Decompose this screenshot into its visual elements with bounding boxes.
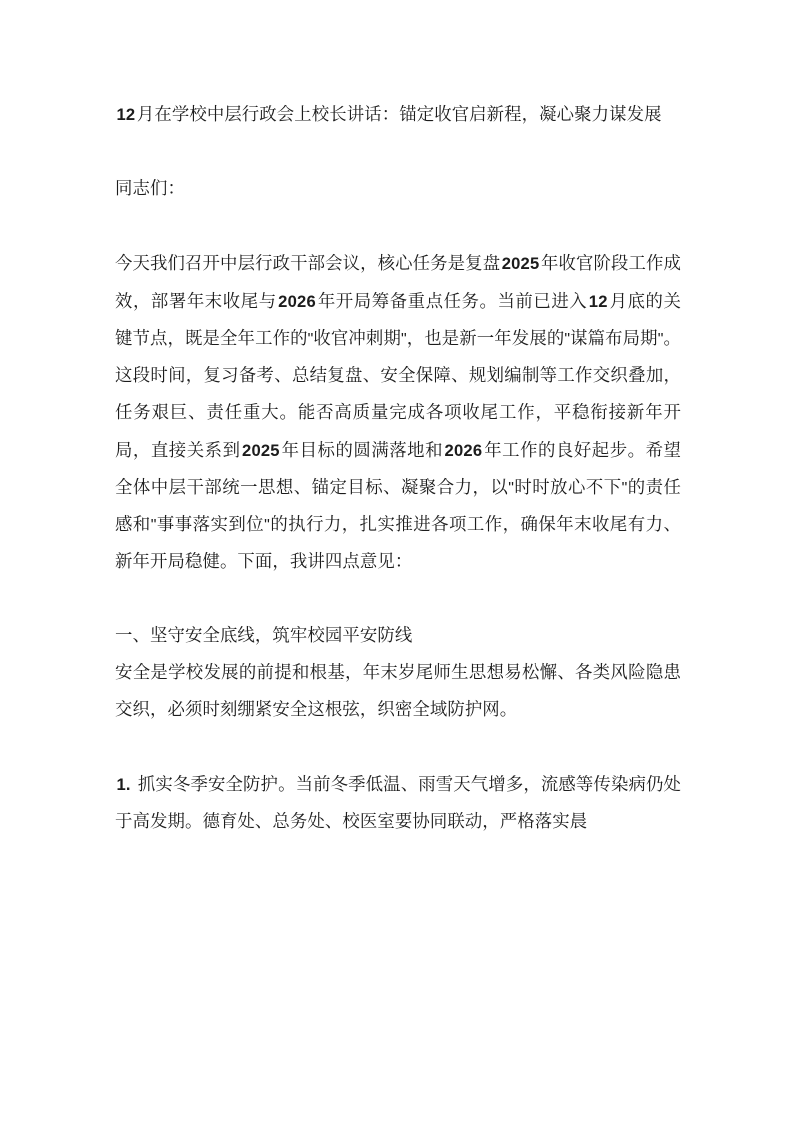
title-month-number: 12 bbox=[116, 105, 136, 124]
year-2025-first: 2025 bbox=[501, 254, 540, 273]
year-2026-second: 2026 bbox=[444, 441, 483, 460]
document-title: 12月在学校中层行政会上校长讲话：锚定收官启新程，凝心聚力谋发展 bbox=[116, 105, 662, 125]
item-number-1: 1. bbox=[116, 775, 131, 794]
spacer-after-title bbox=[115, 134, 681, 171]
month-12: 12 bbox=[588, 292, 608, 311]
intro-paragraph: 今天我们召开中层行政干部会议，核心任务是复盘2025年收官阶段工作成效，部署年末收尾与2026年开局筹备重点任务。当前已进入12月底的关键节点，既是全年工作的"收官冲刺期"，也是新一年发展的"谋篇布局期"。这段时间，复习备考、总结复盘、安全保障、规划编制等工作交织叠加，任务艰巨、责任重大。能否高质量完成各项收尾工作，平稳衔接新年开局，直接关系到2025年目标的圆满落地和2026年工作的良好起步。希望全体中层干部统一思想、锚定目标、凝聚合力，以"时时放心不下"的责任感和"事事落实到位"的执行力，扎实推进各项工作，确保年末收尾有力、新年开局稳健。下面，我讲四点意见： bbox=[115, 254, 681, 572]
spacer-after-section-one bbox=[115, 729, 681, 766]
spacer-after-intro bbox=[115, 581, 681, 618]
year-2026-first: 2026 bbox=[278, 292, 316, 311]
section-one-heading: 一、坚守安全底线，筑牢校园平安防线 bbox=[115, 626, 413, 646]
year-2025-second: 2025 bbox=[242, 441, 280, 460]
section-one-paragraph: 安全是学校发展的前提和根基，年末岁尾师生思想易松懈、各类风险隐患交织，必须时刻绷紧安全这根弦，织密全域防护网。 bbox=[115, 663, 681, 720]
item-one-paragraph: 1. 抓实冬季安全防护。当前冬季低温、雨雪天气增多，流感等传染病仍处于高发期。德育处、总务处、校医室要协同联动，严格落实晨 bbox=[115, 775, 681, 832]
salutation: 同志们： bbox=[115, 179, 185, 199]
document-body bbox=[115, 96, 681, 841]
spacer-after-salutation bbox=[115, 208, 681, 245]
